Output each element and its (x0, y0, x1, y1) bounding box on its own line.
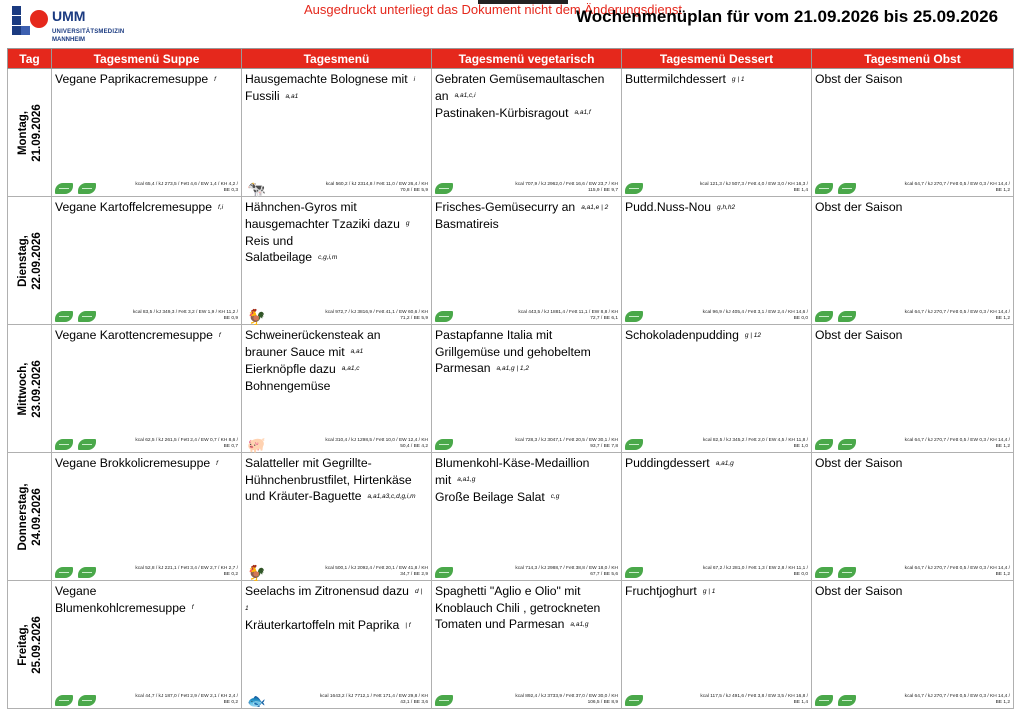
diet-icons (55, 565, 101, 577)
diet-icons (435, 565, 458, 577)
diet-icons (55, 309, 101, 321)
menu-cell-obst (812, 453, 1014, 581)
table-row (8, 69, 1014, 197)
leaf-icon (55, 183, 73, 194)
fish-icon: 🐟 (247, 693, 266, 710)
dish-text: Pastapfanne Italia mit (435, 328, 553, 342)
nutrition-info: kcal 117,5 / kJ 491,6 / Fett 3,8 / EW 3,5 / KH 16,8 / BE 1,4 (700, 694, 808, 705)
nutrition-info: kcal 62,5 / kJ 261,5 / Fett 2,4 / EW 0,7 / KH 8,6 / BE 0,7 (135, 438, 238, 449)
menu-table (7, 48, 1014, 709)
menu-cell-dessert (622, 325, 812, 453)
allergen-codes: a,a1,g (570, 620, 589, 628)
dish-name (55, 71, 237, 88)
date: 25.09.2026 (30, 615, 43, 674)
date: 21.09.2026 (30, 103, 43, 162)
leaf-icon (838, 567, 856, 578)
dish-text: Fussili (245, 89, 280, 104)
menu-cell-dessert (622, 453, 812, 581)
nutrition-info: kcal 83,5 / kJ 349,3 / Fett 3,2 / EW 1,9 / KH 11,2 / BE 0,9 (133, 310, 238, 321)
leaf-icon (815, 695, 833, 706)
dish-text: Vegane Kartoffelcremesuppe (55, 200, 212, 214)
diet-icons (625, 437, 648, 449)
umm-logo (12, 6, 125, 46)
dish-text: Salatbeilage (245, 250, 313, 265)
leaf-icon (78, 695, 96, 706)
dish-text: Fruchtjoghurt (625, 584, 697, 598)
menu-cell-dessert (622, 581, 812, 709)
menu-cell-menu (242, 69, 432, 197)
allergen-codes: g | 1 (702, 587, 716, 595)
column-header-menu: Tagesmenü (242, 49, 432, 69)
leaf-icon (55, 695, 73, 706)
leaf-icon (625, 311, 643, 322)
menu-cell-dessert (622, 69, 812, 197)
allergen-codes: f (216, 459, 218, 467)
nutrition-info: kcal 892,4 / kJ 3733,9 / Fett 37,0 / EW 30,0 / KH 106,5 / BE 8,9 (515, 694, 618, 705)
allergen-codes: g,h,h2 (717, 203, 736, 211)
dish-name (625, 583, 807, 600)
allergen-codes: a,a1,g | 1,2 (496, 364, 529, 372)
column-header-dessert: Tagesmenü Dessert (622, 49, 812, 69)
nutrition-info: kcal 500,1 / kJ 2092,4 / Fett 20,1 / EW 41,8 / KH 34,7 / BE 2,9 (325, 566, 428, 577)
dish-text: Blumenkohl-Käse-Medaillion mit (435, 456, 590, 487)
table-row (8, 325, 1014, 453)
allergen-codes: a,a1 (285, 92, 299, 100)
leaf-icon (625, 695, 643, 706)
dish-name (815, 455, 1009, 472)
dish-name (245, 71, 427, 105)
leaf-icon (55, 439, 73, 450)
dish-text: Spaghetti "Aglio e Olio" mit (435, 584, 581, 598)
dish-text: Basmatireis (435, 217, 499, 232)
allergen-codes: d | 1 (245, 587, 423, 612)
menu-cell-obst (812, 325, 1014, 453)
leaf-icon (78, 183, 96, 194)
day-label (16, 104, 44, 162)
dish-text: Bohnengemüse (245, 378, 331, 393)
allergen-codes: f (191, 604, 194, 612)
diet-icons (245, 181, 266, 198)
dish-text: Obst der Saison (815, 72, 903, 86)
day-cell (8, 69, 52, 197)
nutrition-info: kcal 707,9 / kJ 2962,0 / Fett 16,6 / EW 23,7 / KH 115,9 / BE 9,7 (515, 182, 618, 193)
dish-name (815, 199, 1009, 216)
leaf-icon (815, 311, 833, 322)
logo-subtitle-1: UNIVERSITÄTSMEDIZIN (52, 29, 125, 35)
allergen-codes: f,i (217, 203, 224, 211)
dish-text: Pudd.Nuss-Nou (625, 200, 712, 214)
dish-name (55, 583, 237, 617)
weekday: Dienstag, (16, 234, 29, 287)
column-header-vegetarian: Tagesmenü vegetarisch (432, 49, 622, 69)
diet-icons (435, 693, 458, 705)
diet-icons (245, 309, 266, 326)
dish-text: Frisches-Gemüsecurry an (435, 200, 576, 214)
nutrition-info: kcal 64,7 / kJ 270,7 / Fett 0,5 / EW 0,3 / KH 14,4 / BE 1,2 (904, 566, 1010, 577)
leaf-icon (435, 695, 453, 706)
nutrition-info: kcal 310,4 / kJ 1298,5 / Fett 10,0 / EW 12,4 / KH 50,4 / BE 4,2 (325, 438, 428, 449)
menu-cell-veg (432, 197, 622, 325)
dish-name (625, 455, 807, 472)
dish-text: Vegane Paprikacremesuppe (55, 72, 209, 86)
leaf-icon (625, 183, 643, 194)
dish-name (435, 71, 617, 122)
leaf-icon (435, 311, 453, 322)
menu-cell-dessert (622, 197, 812, 325)
diet-icons (245, 693, 266, 710)
dish-text: Grillgemüse und gehobeltem (435, 344, 591, 359)
day-cell (8, 453, 52, 581)
leaf-icon (815, 183, 833, 194)
dish-text: Knoblauch Chili , getrockneten (435, 600, 601, 615)
allergen-codes: g (405, 220, 410, 228)
dish-text: und Kräuter-Baguette (245, 489, 362, 503)
change-service-notice: Ausgedruckt unterliegt das Dokument nicht dem Änderungsdienst (304, 2, 682, 17)
dish-name (625, 327, 807, 344)
nutrition-info: kcal 52,8 / kJ 221,1 / Fett 3,4 / EW 2,7 / KH 2,7 / BE 0,2 (135, 566, 238, 577)
nutrition-info: kcal 65,4 / kJ 273,5 / Fett 4,6 / EW 1,4 / KH 4,2 / BE 0,3 (135, 182, 238, 193)
nutrition-info: kcal 64,7 / kJ 270,7 / Fett 0,5 / EW 0,3 / KH 14,4 / BE 1,2 (904, 310, 1010, 321)
day-label (16, 232, 44, 290)
day-label (16, 616, 44, 674)
dish-text: Buttermilchdessert (625, 72, 726, 86)
dish-text: Gebraten Gemüsemaultaschen an (435, 72, 605, 103)
diet-icons (435, 437, 458, 449)
leaf-icon (435, 183, 453, 194)
leaf-icon (838, 439, 856, 450)
menu-cell-obst (812, 581, 1014, 709)
page-title: Wochenmenüplan für vom 21.09.2026 bis 25.09.2026 (576, 7, 999, 26)
dish-name (815, 71, 1009, 88)
date: 22.09.2026 (30, 231, 43, 290)
diet-icons (815, 437, 861, 449)
nutrition-info: kcal 82,5 / kJ 345,2 / Fett 2,0 / EW 4,5 / KH 11,8 / BE 1,0 (703, 438, 808, 449)
dish-name (625, 71, 807, 88)
menu-cell-suppe (52, 325, 242, 453)
chicken-icon: 🐓 (247, 565, 266, 582)
column-header-soup: Tagesmenü Suppe (52, 49, 242, 69)
diet-icons (435, 309, 458, 321)
leaf-icon (78, 311, 96, 322)
day-label (16, 483, 44, 550)
leaf-icon (838, 695, 856, 706)
menu-cell-veg (432, 325, 622, 453)
menu-cell-suppe (52, 581, 242, 709)
diet-icons (815, 693, 861, 705)
diet-icons (625, 693, 648, 705)
menu-cell-obst (812, 69, 1014, 197)
allergen-codes: c,g,i,m (318, 253, 338, 261)
leaf-icon (435, 439, 453, 450)
diet-icons (245, 437, 266, 454)
dish-text: brauner Sauce mit (245, 344, 345, 359)
dish-name (245, 583, 427, 634)
leaf-icon (78, 439, 96, 450)
allergen-codes: a,a1,c,i (454, 92, 476, 100)
dish-text: Seelachs im Zitronensud dazu (245, 584, 409, 598)
diet-icons (815, 565, 861, 577)
leaf-icon (815, 567, 833, 578)
dish-text: Reis und (245, 233, 294, 248)
allergen-codes: a,a1,c (341, 365, 360, 373)
dish-name (435, 455, 617, 506)
dish-text: Vegane Karottencremesuppe (55, 328, 213, 342)
day-cell (8, 581, 52, 709)
dish-text: Hähnchen-Gyros mit (245, 200, 357, 214)
menu-cell-menu (242, 197, 432, 325)
diet-icons (815, 181, 861, 193)
dish-text: Hausgemachte Bolognese mit (245, 72, 408, 86)
dish-text: Pastinaken-Kürbisragout (435, 105, 569, 120)
column-header-fruit: Tagesmenü Obst (812, 49, 1014, 69)
dish-name (245, 327, 427, 394)
dish-name (55, 455, 237, 472)
dish-text: Eierknöpfle dazu (245, 361, 336, 376)
chicken-icon: 🐓 (247, 309, 266, 326)
weekday: Mittwoch, (16, 361, 29, 416)
menu-cell-veg (432, 453, 622, 581)
column-header-day: Tag (8, 49, 52, 69)
allergen-codes: f (214, 75, 216, 83)
dish-text: Schweinerückensteak an (245, 328, 381, 342)
pig-icon: 🐖 (247, 437, 266, 454)
day-cell (8, 197, 52, 325)
menu-cell-menu (242, 325, 432, 453)
page-header (0, 0, 1024, 48)
allergen-codes: a,a1,g (457, 476, 476, 484)
leaf-icon (625, 439, 643, 450)
dish-name (435, 327, 617, 377)
nutrition-info: kcal 67,2 / kJ 281,0 / Fett 1,3 / EW 2,8 / KH 11,1 / BE 0,0 (703, 566, 808, 577)
nutrition-info: kcal 121,3 / kJ 507,3 / Fett 4,0 / EW 3,0 / KH 16,3 / BE 1,4 (700, 182, 808, 193)
date: 24.09.2026 (30, 487, 43, 546)
allergen-codes: f (218, 331, 221, 339)
leaf-icon (838, 311, 856, 322)
dish-text: Obst der Saison (815, 328, 903, 342)
leaf-icon (55, 567, 73, 578)
nutrition-info: kcal 443,5 / kJ 1881,4 / Fett 11,1 / EW 8,8 / KH 72,7 / BE 6,1 (518, 310, 618, 321)
leaf-icon (838, 183, 856, 194)
dish-name (435, 199, 617, 233)
leaf-icon (435, 567, 453, 578)
table-row (8, 581, 1014, 709)
menu-cell-suppe (52, 197, 242, 325)
dish-name (55, 327, 237, 344)
diet-icons (435, 181, 458, 193)
day-cell (8, 325, 52, 453)
dish-text: Obst der Saison (815, 456, 903, 470)
nutrition-info: kcal 64,7 / kJ 270,7 / Fett 0,5 / EW 0,3 / KH 14,4 / BE 1,2 (904, 182, 1010, 193)
dish-name (245, 455, 427, 505)
allergen-codes: g | 1 (731, 75, 745, 83)
allergen-codes: a,a1 (350, 348, 364, 356)
menu-cell-menu (242, 453, 432, 581)
menu-cell-menu (242, 581, 432, 709)
allergen-codes: g | 12 (744, 331, 762, 339)
dish-text: Hühnchenbrustfilet, Hirtenkäse (245, 472, 412, 487)
dish-name (55, 199, 237, 216)
allergen-codes: a,a1,f (574, 109, 591, 117)
weekday: Freitag, (16, 623, 29, 666)
nutrition-info: kcal 728,3 / kJ 3047,1 / Fett 20,5 / EW 30,1 / KH 93,7 / BE 7,8 (515, 438, 618, 449)
allergen-codes: | f (405, 621, 411, 629)
dish-text: hausgemachter Tzaziki dazu (245, 216, 400, 231)
leaf-icon (815, 439, 833, 450)
diet-icons (625, 309, 648, 321)
diet-icons (55, 181, 101, 193)
nutrition-info: kcal 972,7 / kJ 3816,9 / Fett 41,1 / EW 60,6 / KH 71,2 / BE 5,9 (325, 310, 428, 321)
diet-icons (55, 693, 101, 705)
weekday: Donnerstag, (16, 482, 29, 551)
allergen-codes: a,a1,e | 2 (581, 203, 609, 211)
dish-text: Tomaten und Parmesan (435, 617, 565, 631)
leaf-icon (55, 311, 73, 322)
dish-text: Puddingdessert (625, 456, 710, 470)
date: 23.09.2026 (30, 359, 43, 418)
dish-name (815, 583, 1009, 600)
menu-cell-veg (432, 581, 622, 709)
dish-text: Schokoladenpudding (625, 328, 739, 342)
dish-text: Obst der Saison (815, 584, 903, 598)
day-label (16, 360, 44, 418)
table-row (8, 197, 1014, 325)
logo-name: UMM (52, 8, 86, 24)
allergen-codes: a,a1,g (715, 459, 734, 467)
nutrition-info: kcal 560,2 / kJ 2314,8 / Fett 11,0 / EW 26,4 / KH 70,8 / BE 5,9 (325, 182, 428, 193)
logo-subtitle-2: MANNHEIM (52, 37, 85, 43)
dish-text: Große Beilage Salat (435, 489, 545, 504)
leaf-icon (78, 567, 96, 578)
menu-cell-veg (432, 69, 622, 197)
leaf-icon (625, 567, 643, 578)
dish-name (815, 327, 1009, 344)
nutrition-info: kcal 1643,2 / kJ 7712,1 / Fett 171,4 / EW 29,8 / KH 43,1 / BE 3,6 (320, 694, 428, 705)
menu-cell-suppe (52, 69, 242, 197)
nutrition-info: kcal 96,9 / kJ 405,4 / Fett 3,1 / EW 2,4 / KH 14,6 / BE 0,0 (702, 310, 808, 321)
nutrition-info: kcal 64,7 / kJ 270,7 / Fett 0,5 / EW 0,3 / KH 14,4 / BE 1,2 (904, 694, 1010, 705)
table-row (8, 453, 1014, 581)
diet-icons (245, 565, 266, 582)
dish-text: Obst der Saison (815, 200, 903, 214)
menu-cell-suppe (52, 453, 242, 581)
dish-name (245, 199, 427, 266)
dish-text: Vegane Brokkolicremesuppe (55, 456, 211, 470)
diet-icons (625, 565, 648, 577)
table-header-row (8, 49, 1014, 69)
nutrition-info: kcal 64,7 / kJ 270,7 / Fett 0,5 / EW 0,3 / KH 14,4 / BE 1,2 (904, 438, 1010, 449)
diet-icons (815, 309, 861, 321)
dish-text: Salatteller mit Gegrillte- (245, 456, 372, 470)
dish-name (625, 199, 807, 216)
cow-icon: 🐄 (247, 181, 266, 198)
allergen-codes: i (413, 75, 416, 83)
menu-cell-obst (812, 197, 1014, 325)
nutrition-info: kcal 714,3 / kJ 2988,7 / Fett 38,8 / EW 18,0 / KH 67,7 / BE 5,6 (515, 566, 618, 577)
dish-text: Parmesan (435, 361, 491, 375)
allergen-codes: a,a1,a3,c,d,g,i,m (367, 492, 416, 500)
dish-name (435, 583, 617, 633)
diet-icons (625, 181, 648, 193)
allergen-codes: c,g (550, 493, 560, 501)
diet-icons (55, 437, 101, 449)
weekday: Montag, (16, 110, 29, 155)
nutrition-info: kcal 44,7 / kJ 187,0 / Fett 2,9 / EW 2,1 / KH 2,4 / BE 0,2 (135, 694, 238, 705)
dish-text: Vegane Blumenkohlcremesuppe (55, 584, 186, 615)
dish-text: Kräuterkartoffeln mit Paprika (245, 618, 400, 633)
